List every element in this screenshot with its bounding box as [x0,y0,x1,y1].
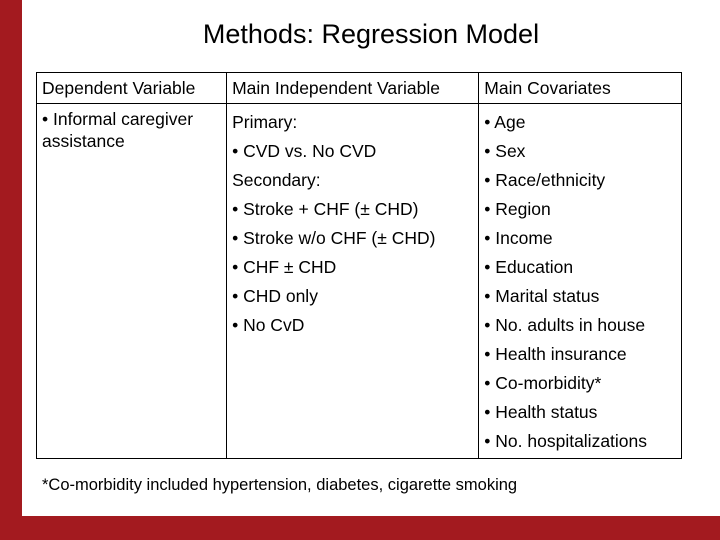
header-main-covariates: Main Covariates [479,73,682,104]
header-dependent-variable: Dependent Variable [37,73,227,104]
list-item: • CHD only [232,286,318,306]
list-item: • Marital status [484,286,600,306]
independent-primary-label: Primary: [232,112,298,132]
covariates-cell [479,104,682,459]
independent-secondary-label: Secondary: [232,170,321,190]
left-accent-bar [0,0,22,540]
regression-model-table [36,72,682,459]
list-item: • CHF ± CHD [232,257,337,277]
dependent-variable-line: • Informal caregiver [42,109,194,129]
list-item: • Income [484,228,553,248]
list-item: • No. adults in house [484,315,646,335]
list-item: • Education [484,257,574,277]
list-item: • Stroke w/o CHF (± CHD) [232,228,436,248]
list-item: • Co-morbidity* [484,373,602,393]
list-item: • Health status [484,402,598,422]
list-item: • Health insurance [484,344,627,364]
slide-title: Methods: Regression Model [202,19,540,49]
bottom-accent-bar [0,516,720,540]
list-item: • Race/ethnicity [484,170,606,190]
list-item: • No. hospitalizations [484,431,648,451]
table-header-row [37,73,682,104]
footnote: *Co-morbidity included hypertension, diabetes, cigarette smoking [42,476,518,494]
dependent-variable-line: assistance [42,131,125,151]
list-item: • Age [484,112,526,132]
list-item: • Region [484,199,551,219]
independent-variable-cell [227,104,479,459]
list-item: • Stroke + CHF (± CHD) [232,199,419,219]
dependent-variable-cell [37,104,227,459]
list-item: • CVD vs. No CVD [232,141,377,161]
table-row [37,104,682,459]
list-item: • Sex [484,141,526,161]
list-item: • No CvD [232,315,305,335]
header-main-independent-variable: Main Independent Variable [227,73,479,104]
